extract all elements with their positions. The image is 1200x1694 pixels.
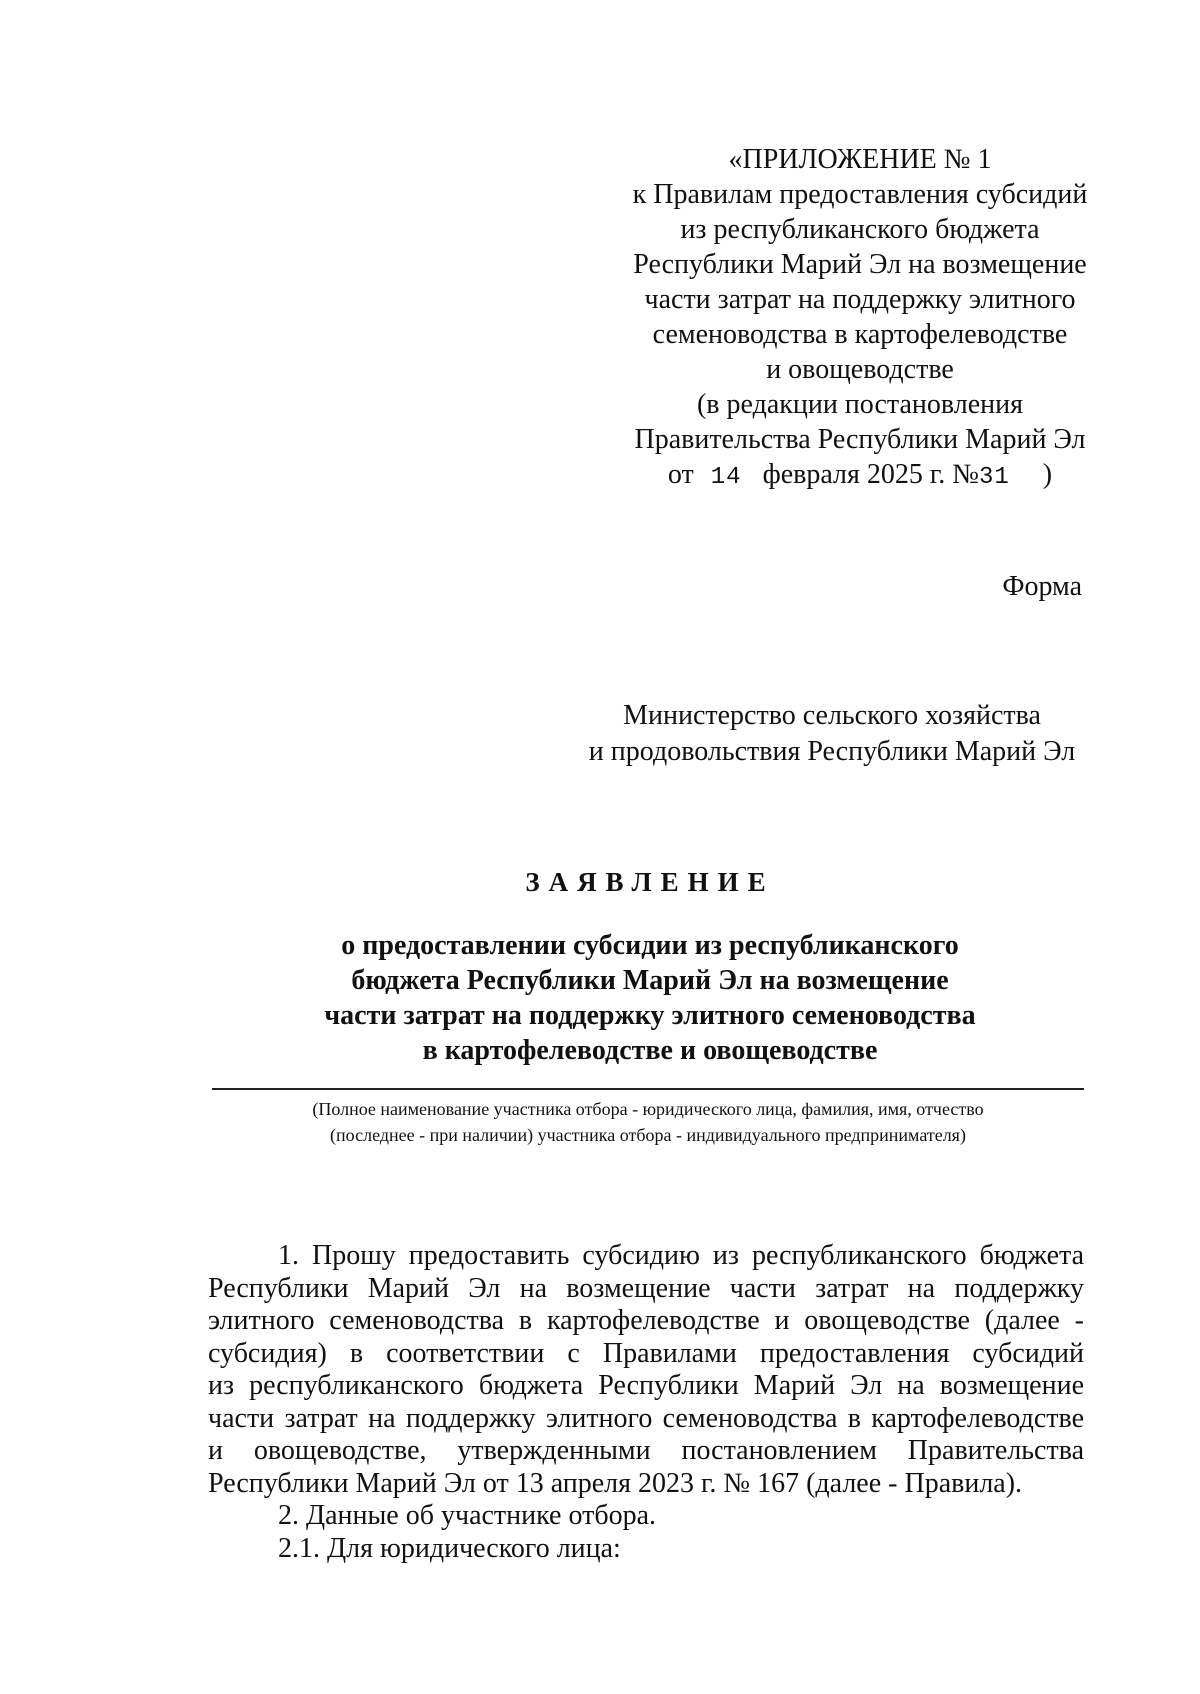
annex-header (600, 142, 1120, 495)
annex-line: Республики Марий Эл на возмещение (633, 249, 1087, 280)
annex-line: и овощеводстве (766, 354, 954, 385)
ministry-addressee (580, 698, 1084, 770)
resolution-day: 14 (710, 464, 742, 491)
subtitle-line: в картофелеводстве и овощеводстве (422, 1035, 878, 1066)
paragraph-2: 2. Данные об участнике отбора. (278, 1500, 656, 1531)
paragraph-2-1: 2.1. Для юридического лица: (278, 1532, 621, 1564)
subtitle-line: о предоставлении субсидии из республиканского (341, 930, 959, 961)
paragraph-line: 1. Прошу предоставить субсидию из республиканского бюджета (278, 1240, 1084, 1271)
paragraph-line: части затрат на поддержку элитного семеноводства в картофелеводстве (208, 1402, 1084, 1434)
applicant-name-line (212, 1088, 1084, 1090)
paragraph-line: Республики Марий Эл на возмещение части затрат на поддержку (208, 1272, 1084, 1304)
subtitle-line: части затрат на поддержку элитного семеноводства (324, 1000, 976, 1031)
body-text (208, 1240, 1084, 1565)
paragraph-line: и овощеводстве, утвержденными постановлением Правительства (208, 1435, 1084, 1466)
paragraph-line: субсидия) в соответствии с Правилами предоставления субсидий (208, 1337, 1084, 1369)
caption-line: (последнее - при наличии) участника отбора - индивидуального предпринимателя) (330, 1125, 966, 1145)
resolution-number: 31 (978, 464, 1010, 491)
annex-line: части затрат на поддержку элитного (644, 284, 1076, 315)
paragraph-line: элитного семеноводства в картофелеводстве и овощеводстве (далее - (208, 1305, 1084, 1336)
date-month-year: февраля 2025 г. № (762, 459, 979, 490)
annex-line: (в редакции постановления (696, 389, 1024, 420)
date-prefix: от (667, 459, 694, 490)
ministry-line: и продовольствия Республики Марий Эл (588, 736, 1076, 767)
annex-line: «ПРИЛОЖЕНИЕ № 1 (728, 144, 992, 175)
applicant-name-caption (212, 1096, 1084, 1148)
ministry-line: Министерство сельского хозяйства (623, 700, 1041, 731)
annex-line: к Правилам предоставления субсидий (632, 179, 1088, 210)
annex-line: семеноводства в картофелеводстве (652, 319, 1068, 350)
caption-line: (Полное наименование участника отбора - юридического лица, фамилия, имя, отчество (312, 1099, 984, 1119)
paragraph-line: из республиканского бюджета Республики Марий Эл на возмещение (208, 1370, 1084, 1401)
paragraph-line: Республики Марий Эл от 13 апреля 2023 г. № 167 (далее - Правила). (208, 1467, 1023, 1499)
form-label: Форма (1002, 571, 1082, 602)
document-heading: ЗАЯВЛЕНИЕ (525, 867, 775, 897)
annex-line: из республиканского бюджета (680, 214, 1040, 245)
document-subtitle (300, 928, 1000, 1068)
annex-line: Правительства Республики Марий Эл (634, 424, 1086, 455)
date-suffix: ) (1042, 459, 1053, 490)
annex-date-line (600, 457, 1120, 495)
subtitle-line: бюджета Республики Марий Эл на возмещение (351, 965, 949, 996)
